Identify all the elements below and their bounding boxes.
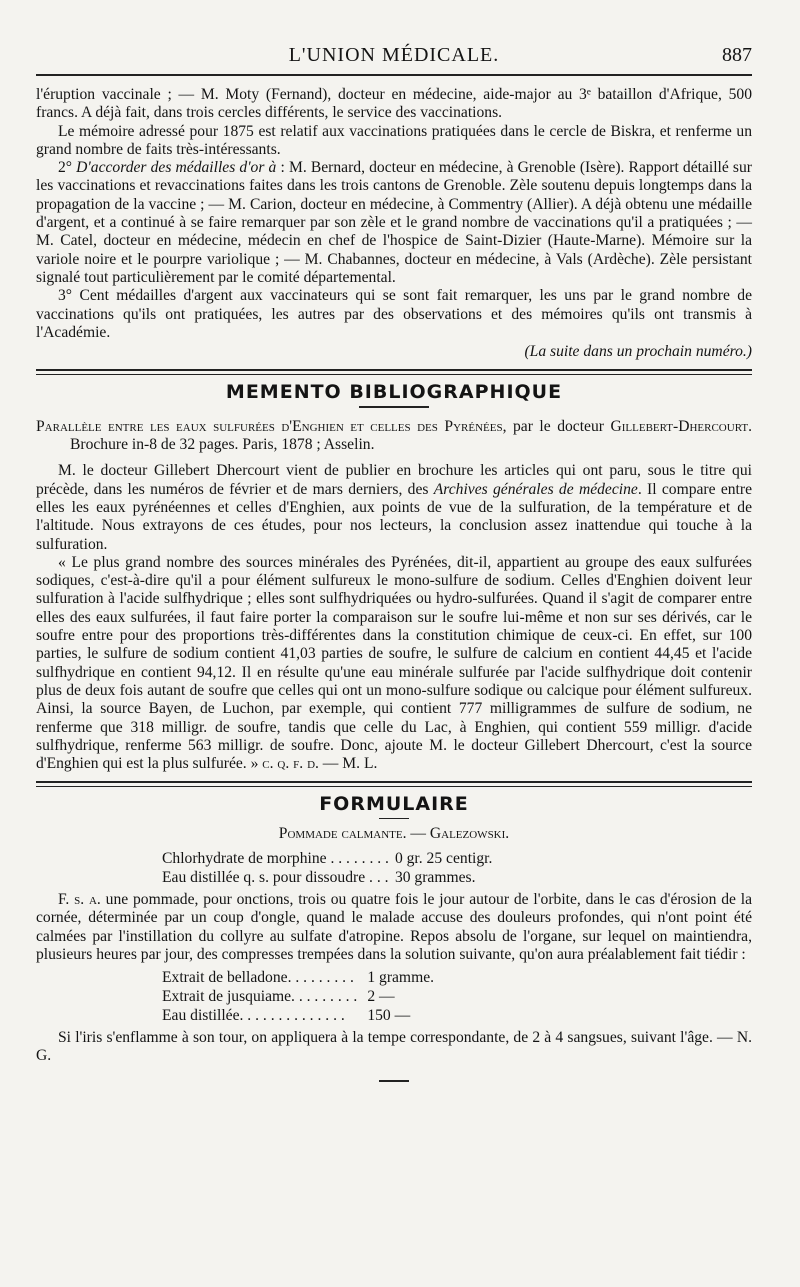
formulaire-paragraph-2: Si l'iris s'enflamme à son tour, on appliquera à la tempe correspondante, de 2 à 4 sangsues, suivant l'âge. — N. G. (36, 1029, 752, 1065)
end-rule (379, 1080, 409, 1082)
section-divider (36, 369, 752, 375)
fsa-lead: F. s. a. (58, 890, 101, 908)
running-head (36, 40, 752, 68)
prev-paragraph-4: 3° Cent médailles d'argent aux vaccinateurs qui se sont fait remarquer, les uns par le grand nombre de vaccinations qu'ils ont pratiquées, les autres par des observations et des mémoires qu'ils ont transmis à l'Académie. (36, 287, 752, 341)
journal-title: L'UNION MÉDICALE. (288, 44, 500, 66)
recipe-row (162, 968, 444, 987)
bib-author: Gillebert-Dhercourt (610, 417, 749, 435)
formulaire-paragraph-1 (36, 891, 752, 964)
memento-paragraph-2 (36, 554, 752, 774)
ingredient-quantity: 1 gramme. (367, 969, 435, 987)
formulaire-rule (379, 818, 409, 819)
prev-paragraph-3 (36, 159, 752, 287)
ingredient-name: Eau distillée q. s. pour dissoudre . . . (162, 868, 389, 886)
prev-p3-lead: 2° (58, 159, 77, 177)
memento-p1-italic: Archives générales de médecine (433, 480, 638, 498)
ingredient-quantity: 2 — (367, 988, 395, 1006)
memento-p2-text: « Le plus grand nombre des sources minérales des Pyrénées, dit-il, appartient au groupe des eaux sulfurées sodiques, c'est-à-dire qu'il a pour élément sulfureux le mono-sulfure de sodium. Celles d'Enghien doivent leur sulfuration à l'acide sulfhydrique ; elles sont sulfhydriquées ou hydro-sulfurées. Quand il s'agit de comparer entre elles des eaux sulfurées, il faut faire porter la comparaison sur le soufre lui-même et non sur ses dérivés, car le soufre entre pour des proportions très-différentes dans la constitution chimique de ceux-ci. En effet, sur 100 parties, le sulfure de sodium contient 41,03 parties de soufre, le sulfure de calcium en contient 44,45 et l'acide sulfhydrique en contient 94,12. Il en résulte qu'une eau minérale sulfurée par l'acide sulfhydrique doit contenir plus de deux fois autant de soufre que celles qui ont un mono-sulfure sodique ou calcique pour élément sulfureux. Ainsi, la source Bayen, de Luchon, par exemple, qui contient 777 milligrammes de sulfure de sodium, ne renferme que 318 milligr. de soufre, tandis que celle du Lac, à Enghien, qui contient 559 milligr. d'acide sulfhydrique, renferme 563 milligr. de soufre. Donc, ajoute M. le docteur Gillebert Dhercourt, c'est la source d'Enghien qui est la plus sulfurée. » (36, 553, 752, 773)
memento-paragraph-1 (36, 462, 752, 553)
continued-note: (La suite dans un prochain numéro.) (524, 343, 752, 361)
bib-title: Parallèle entre les eaux sulfurées d'Enghien et celles des Pyrénées, (36, 417, 507, 435)
memento-title: MEMENTO BIBLIOGRAPHIQUE (225, 381, 563, 404)
bibliography-entry (36, 418, 752, 455)
ingredient-name: Extrait de belladone. . . . . . . . . (162, 969, 354, 987)
memento-p1-b: . Il compare entre elles les eaux pyrénéennes et celles d'Enghien, aux points de vue de la sulfuration, de la température et de l'altitude. Nous extrayons de ces études, pour nos lecteurs, la conclusion assez inattendue qui touche à la sulfuration. (36, 480, 752, 553)
ingredient-quantity: 150 — (367, 1007, 411, 1025)
recipe-row (162, 849, 498, 868)
recipe-table-1 (162, 849, 498, 887)
prev-p3-italic: D'accorder des médailles d'or à (76, 159, 277, 177)
prev-paragraph-2: Le mémoire adressé pour 1875 est relatif aux vaccinations pratiquées dans le cercle de Biskra, et renferme un grand nombre de faits très-intéressants. (36, 122, 752, 158)
recipe-row (162, 1006, 444, 1025)
bib-by: par le docteur (506, 417, 611, 435)
memento-rule (359, 406, 429, 408)
section-divider-2 (36, 781, 752, 787)
recipe-title: Pommade calmante. — Galezowski. (278, 824, 510, 842)
recipe-row (162, 987, 444, 1006)
ingredient-quantity: 0 gr. 25 centigr. (394, 849, 493, 867)
header-rule (36, 74, 752, 76)
page-number: 887 (722, 44, 752, 66)
formulaire-title: FORMULAIRE (319, 793, 469, 816)
memento-p1-a: M. le docteur Gillebert Dhercourt vient de publier en brochure les articles qui ont paru, sous le titre qui précède, dans les numéros de février et de mars derniers, des (36, 462, 752, 498)
prev-p3-rest: : M. Bernard, docteur en médecine, à Grenoble (Isère). Rapport détaillé sur les vaccinations et revaccinations faites dans les trois cantons de Grenoble. Zèle soutenu depuis longtemps dans la propagation de la vaccine ; — M. Carion, docteur en médecine, à Commentry (Allier). A déjà obtenu une médaille d'argent, et a continué à se faire remarquer par son zèle et le grand nombre de vaccinations qu'il a pratiquées ; — M. Catel, docteur en médecine, médecin en chef de l'hospice de Saint-Dizier (Haute-Marne). Mémoire sur la variole noire et le pourpre variolique ; — M. Chabannes, docteur en médecine, à Vals (Ardèche). Zèle persistant signalé tout particulièrement par le comité départemental. (36, 159, 752, 286)
page-body (36, 86, 752, 1082)
formulaire-p1-text: une pommade, pour onctions, trois ou quatre fois le jour autour de l'orbite, dans le cas d'érosion de la cornée, déterminée par un coup d'ongle, quand le malade accuse des douleurs profondes, qui n'ont point été calmées par l'instillation du collyre au sulfate d'atropine. Repos absolu de l'organe, sur lequel on maintiendra, plusieurs heures par jour, des compresses trempées dans la solution suivante, qu'on aura préalablement fait tiédir : (36, 890, 753, 963)
ingredient-name: Eau distillée. . . . . . . . . . . . . . (162, 1007, 345, 1025)
memento-signature: c. q. f. d. — M. L. (262, 755, 378, 773)
recipe-row (162, 868, 498, 887)
recipe-table-2 (162, 968, 444, 1025)
ingredient-quantity: 30 grammes. (394, 868, 476, 886)
bib-rest: . Brochure in-8 de 32 pages. Paris, 1878 ; Asselin. (70, 417, 752, 454)
ingredient-name: Chlorhydrate de morphine . . . . . . . . (162, 849, 389, 867)
prev-paragraph-1: l'éruption vaccinale ; — M. Moty (Fernand), docteur en médecine, aide-major au 3ᵉ bataillon d'Afrique, 500 francs. A déjà fait, dans trois cercles différents, le service des vaccinations. (36, 86, 752, 122)
ingredient-name: Extrait de jusquiame. . . . . . . . . (162, 988, 358, 1006)
